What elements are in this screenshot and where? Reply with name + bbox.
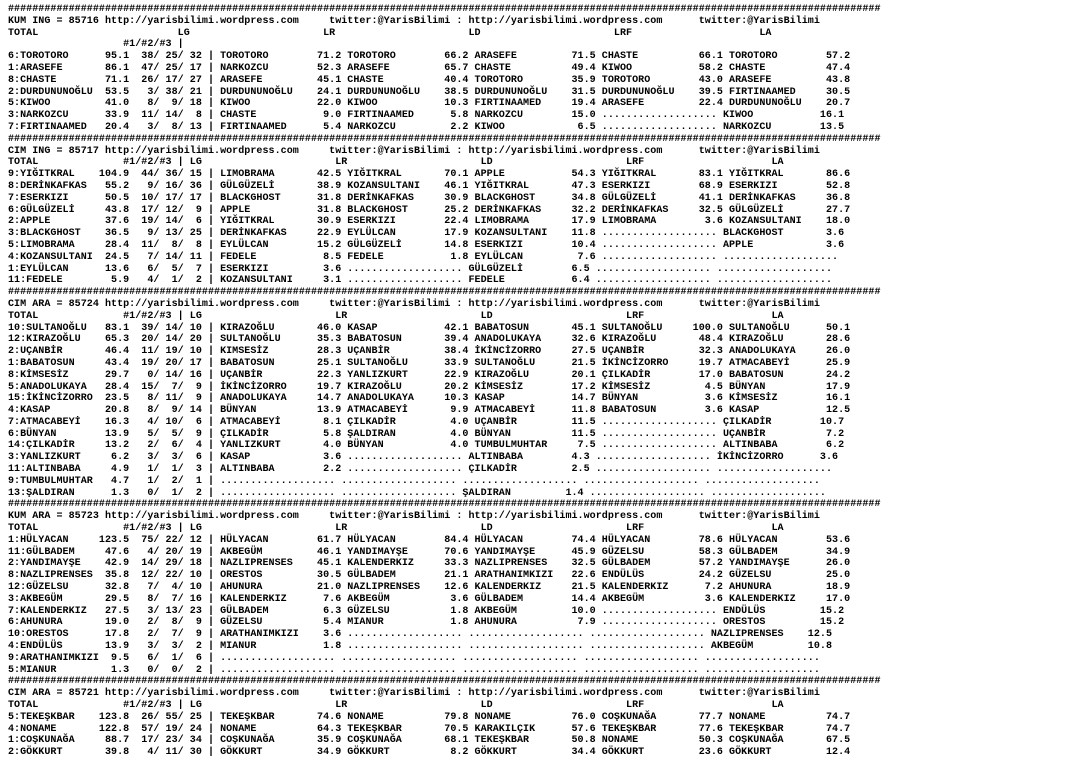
horse-row: 4:KOZANSULTANI 24.5 7/ 14/ 11 | FEDELE 8.5 FEDELE 1.8 EYLÜLCAN 7.6 ................... ...................: [8, 251, 839, 263]
horse-row: 4:KASAP 20.8 8/ 9/ 14 | BÜNYAN 13.9 ATMACABEYİ 9.9 ATMACABEYİ 11.8 BABATOSUN 3.6 KASAP 12.5: [8, 405, 851, 417]
horse-row: 5:KIWOO 41.0 8/ 9/ 18 | KIWOO 22.0 KIWOO 10.3 FIRTINAAMED 19.4 ARASEFE 22.4 DURDUNUNOĞLU 20.7: [8, 98, 851, 110]
horse-row: 3:AKBEGÜM 29.5 8/ 7/ 16 | KALENDERKIZ 7.6 AKBEGÜM 3.6 GÜLBADEM 14.4 AKBEGÜM 3.6 KALENDERKIZ 17.0: [8, 593, 851, 605]
horse-row: 9:ARATHANIMKIZI 9.5 6/ 1/ 6 | ................... ................... ................... ................... ...................: [8, 652, 820, 664]
horse-row: 1:HÜLYACAN 123.5 75/ 22/ 12 | HÜLYACAN 61.7 HÜLYACAN 84.4 HÜLYACAN 74.4 HÜLYACAN 78.6 HÜLYACAN 53.6: [8, 534, 851, 546]
horse-row: 2:YANDIMAYŞE 42.9 14/ 29/ 18 | NAZLIPRENSES 45.1 KALENDERKIZ 33.3 NAZLIPRENSES 32.5 GÜLBADEM 57.2 YANDIMAYŞE 26.0: [8, 558, 851, 570]
horse-row: 2:GÖKKURT 39.8 4/ 11/ 30 | GÖKKURT 34.9 GÖKKURT 8.2 GÖKKURT 34.4 GÖKKURT 23.6 GÖKKURT 12.4: [8, 747, 851, 759]
horse-row: 3:NARKOZCU 33.9 11/ 14/ 8 | CHASTE 9.0 FIRTINAAMED 5.8 NARKOZCU 15.0 ................... KIWOO 16.1: [8, 110, 845, 122]
horse-row: 15:İKİNCİZORRO 23.5 8/ 11/ 9 | ANADOLUKAYA 14.7 ANADOLUKAYA 10.3 KASAP 14.7 BÜNYAN 3.6 KİMSESİZ 16.1: [8, 393, 851, 405]
column-header-line: TOTAL #1/#2/#3 | LG LR LD LRF LA: [8, 523, 784, 535]
horse-row: 7:ATMACABEYİ 16.3 4/ 10/ 6 | ATMACABEYİ 8.1 ÇILKADİR 4.0 UÇANBİR 11.5 ................... ÇILKADİR 10.7: [8, 416, 845, 428]
horse-row: 8:DERİNKAFKAS 55.2 9/ 16/ 36 | GÜLGÜZELİ 38.9 KOZANSULTANI 46.1 YIĞITKRAL 47.3 ESERKIZI 68.9 ESERKIZI 52.8: [8, 180, 851, 192]
horse-row: 5:ANADOLUKAYA 28.4 15/ 7/ 9 | İKİNCİZORRO 19.7 KIRAZOĞLU 20.2 KİMSESİZ 17.2 KİMSESİZ 4.5 BÜNYAN 17.9: [8, 381, 851, 393]
horse-row: 7:ESERKIZI 50.5 10/ 17/ 17 | BLACKGHOST 31.8 DERİNKAFKAS 30.9 BLACKGHOST 34.8 GÜLGÜZELİ 41.1 DERİNKAFKAS 36.8: [8, 192, 851, 204]
horse-row: 6:BÜNYAN 13.9 5/ 5/ 9 | ÇILKADİR 5.8 ŞALDIRAN 4.0 BÜNYAN 11.5 ................... UÇANBİR 7.2: [8, 428, 845, 440]
horse-row: 8:NAZLIPRENSES 35.8 12/ 22/ 10 | ORESTOS 30.5 GÜLBADEM 21.1 ARATHANIMKIZI 22.6 ENDÜLÜS 24.2 GÜZELSU 25.0: [8, 570, 851, 582]
horse-row: 11:GÜLBADEM 47.6 4/ 20/ 19 | AKBEGÜM 46.1 YANDIMAYŞE 70.6 YANDIMAYŞE 45.9 GÜZELSU 58.3 GÜLBADEM 34.9: [8, 546, 851, 558]
horse-row: 10:ORESTOS 17.8 2/ 7/ 9 | ARATHANIMKIZI 3.6 ................... ................... ................... NAZLIPRENSES 12.5: [8, 629, 833, 641]
column-header-line: TOTAL #1/#2/#3 | LG LR LD LRF LA: [8, 157, 784, 169]
column-header-line: #1/#2/#3 |: [8, 39, 184, 51]
column-header-line: TOTAL LG LR LD LRF LA: [8, 27, 772, 39]
horse-row: 10:SULTANOĞLU 83.1 39/ 14/ 10 | KIRAZOĞLU 46.0 KASAP 42.1 BABATOSUN 45.1 SULTANOĞLU 100.0 SULTANOĞLU 50.1: [8, 322, 851, 334]
horse-row: 7:FIRTINAAMED 20.4 3/ 8/ 13 | FIRTINAAMED 5.4 NARKOZCU 2.2 KIWOO 6.5 ................... NARKOZCU 13.5: [8, 121, 845, 133]
horse-row: 2:DURDUNUNOĞLU 53.5 3/ 38/ 21 | DURDUNUNOĞLU 24.1 DURDUNUNOĞLU 38.5 DURDUNUNOĞLU 31.5 DURDUNUNOĞLU 39.5 FIRTINAAMED 30.5: [8, 86, 851, 98]
horse-row: 12:GÜZELSU 32.8 7/ 4/ 10 | AHUNURA 21.0 NAZLIPRENSES 12.6 KALENDERKIZ 21.5 KALENDERKIZ 7.2 AHUNURA 18.9: [8, 582, 851, 594]
race-title-line: CIM ARA = 85724 http://yarisbilimi.wordpress.com twitter:@YarisBilimi : http://yarisbilimi.wordpress.com twitter:@YarisBilimi: [8, 298, 820, 310]
race-statistics-report: [8, 4, 1074, 759]
horse-row: 3:BLACKGHOST 36.5 9/ 13/ 25 | DERİNKAFKAS 22.9 EYLÜLCAN 17.9 KOZANSULTANI 11.8 ................... BLACKGHOST 3.6: [8, 228, 845, 240]
race-title-line: KUM ING = 85716 http://yarisbilimi.wordpress.com twitter:@YarisBilimi : http://yarisbilimi.wordpress.com twitter:@YarisBilimi: [8, 15, 820, 27]
race-title-line: CIM ING = 85717 http://yarisbilimi.wordpress.com twitter:@YarisBilimi : http://yarisbilimi.wordpress.com twitter:@YarisBilimi: [8, 145, 820, 157]
horse-row: 2:APPLE 37.6 19/ 14/ 6 | YIĞITKRAL 30.9 ESERKIZI 22.4 LIMOBRAMA 17.9 LIMOBRAMA 3.6 KOZANSULTANI 18.0: [8, 216, 851, 228]
horse-row: 6:GÜLGÜZELİ 43.8 17/ 12/ 9 | APPLE 31.8 BLACKGHOST 25.2 DERİNKAFKAS 32.2 DERİNKAFKAS 32.5 GÜLGÜZELİ 27.7: [8, 204, 851, 216]
horse-row: 4:ENDÜLÜS 13.9 3/ 3/ 2 | MIANUR 1.8 ................... ................... ................... AKBEGÜM 10.8: [8, 641, 833, 653]
horse-row: 9:YIĞITKRAL 104.9 44/ 36/ 15 | LIMOBRAMA 42.5 YIĞITKRAL 70.1 APPLE 54.3 YIĞITKRAL 83.1 YIĞITKRAL 86.6: [8, 169, 851, 181]
horse-row: 5:TEKEŞKBAR 123.8 26/ 55/ 25 | TEKEŞKBAR 74.6 NONAME 79.8 NONAME 76.0 COŞKUNAĞA 77.7 NONAME 74.7: [8, 711, 851, 723]
horse-row: 6:AHUNURA 19.0 2/ 8/ 9 | GÜZELSU 5.4 MIANUR 1.8 AHUNURA 7.9 ................... ORESTOS 15.2: [8, 617, 845, 629]
race-title-line: KUM ARA = 85723 http://yarisbilimi.wordpress.com twitter:@YarisBilimi : http://yarisbilimi.wordpress.com twitter:@YarisBilimi: [8, 511, 820, 523]
horse-row: 8:CHASTE 71.1 26/ 17/ 27 | ARASEFE 45.1 CHASTE 40.4 TOROTORO 35.9 TOROTORO 43.0 ARASEFE 43.8: [8, 74, 851, 86]
horse-row: 1:COŞKUNAĞA 88.7 17/ 23/ 34 | COŞKUNAĞA 35.9 COŞKUNAĞA 68.1 TEKEŞKBAR 50.8 NONAME 50.3 COŞKUNAĞA 67.5: [8, 735, 851, 747]
horse-row: 14:ÇILKADİR 13.2 2/ 6/ 4 | YANLIZKURT 4.0 BÜNYAN 4.0 TUMBULMUHTAR 7.5 ................... ALTINBABA 6.2: [8, 440, 845, 452]
horse-row: 1:ARASEFE 86.1 47/ 25/ 17 | NARKOZCU 52.3 ARASEFE 65.7 CHASTE 49.4 KIWOO 58.2 CHASTE 47.4: [8, 62, 851, 74]
column-header-line: TOTAL #1/#2/#3 | LG LR LD LRF LA: [8, 700, 784, 712]
separator-line: ################################################################################################################################################: [8, 133, 881, 145]
horse-row: 4:NONAME 122.8 57/ 19/ 24 | NONAME 64.3 TEKEŞKBAR 70.5 KARAKILÇIK 57.6 TEKEŞKBAR 77.6 TEKEŞKBAR 74.7: [8, 723, 851, 735]
horse-row: 6:TOROTORO 95.1 38/ 25/ 32 | TOROTORO 71.2 TOROTORO 66.2 ARASEFE 71.5 CHASTE 66.1 TOROTORO 57.2: [8, 51, 851, 63]
horse-row: 13:ŞALDIRAN 1.3 0/ 1/ 2 | ................... ................... ŞALDIRAN 1.4 ................... ...................: [8, 487, 826, 499]
separator-line: ################################################################################################################################################: [8, 676, 881, 688]
separator-line: ################################################################################################################################################: [8, 4, 881, 15]
separator-line: ################################################################################################################################################: [8, 287, 881, 299]
horse-row: 11:ALTINBABA 4.9 1/ 1/ 3 | ALTINBABA 2.2 ................... ÇILKADİR 2.5 ................... ...................: [8, 464, 833, 476]
horse-row: 3:YANLIZKURT 6.2 3/ 3/ 6 | KASAP 3.6 ................... ALTINBABA 4.3 ................... İKİNCİZORRO 3.6: [8, 452, 839, 464]
horse-row: 8:KİMSESİZ 29.7 0/ 14/ 16 | UÇANBİR 22.3 YANLIZKURT 22.9 KIRAZOĞLU 20.1 ÇILKADİR 17.0 BABATOSUN 24.2: [8, 369, 851, 381]
separator-line: ################################################################################################################################################: [8, 499, 881, 511]
race-title-line: CIM ARA = 85721 http://yarisbilimi.wordpress.com twitter:@YarisBilimi : http://yarisbilimi.wordpress.com twitter:@YarisBilimi: [8, 688, 820, 700]
horse-row: 1:EYLÜLCAN 13.6 6/ 5/ 7 | ESERKIZI 3.6 ................... GÜLGÜZELİ 6.5 ................... ...................: [8, 263, 833, 275]
horse-row: 11:FEDELE 5.9 4/ 1/ 2 | KOZANSULTANI 3.1 ................... FEDELE 6.4 ................... ...................: [8, 275, 833, 287]
horse-row: 7:KALENDERKIZ 27.5 3/ 13/ 23 | GÜLBADEM 6.3 GÜZELSU 1.8 AKBEGÜM 10.0 ................... ENDÜLÜS 15.2: [8, 605, 845, 617]
horse-row: 12:KIRAZOĞLU 65.3 20/ 14/ 20 | SULTANOĞLU 35.3 BABATOSUN 39.4 ANADOLUKAYA 32.6 KIRAZOĞLU 48.4 KIRAZOĞLU 28.6: [8, 334, 851, 346]
column-header-line: TOTAL #1/#2/#3 | LG LR LD LRF LA: [8, 310, 784, 322]
horse-row: 9:TUMBULMUHTAR 4.7 1/ 2/ 1 | ................... ................... ................... ................... ...................: [8, 475, 820, 487]
horse-row: 1:BABATOSUN 43.4 19/ 20/ 17 | BABATOSUN 25.1 SULTANOĞLU 33.9 SULTANOĞLU 21.5 İKİNCİZORRO 19.7 ATMACABEYİ 25.9: [8, 357, 851, 369]
horse-row: 5:LIMOBRAMA 28.4 11/ 8/ 8 | EYLÜLCAN 15.2 GÜLGÜZELİ 14.8 ESERKIZI 10.4 ................... APPLE 3.6: [8, 239, 845, 251]
horse-row: 5:MIANUR 1.3 0/ 0/ 2 | ................... ................... ................... ................... ...................: [8, 664, 820, 676]
horse-row: 2:UÇANBİR 46.4 11/ 19/ 10 | KIMSESİZ 28.3 UÇANBİR 38.4 İKİNCİZORRO 27.5 UÇANBİR 32.3 ANADOLUKAYA 26.0: [8, 346, 851, 358]
